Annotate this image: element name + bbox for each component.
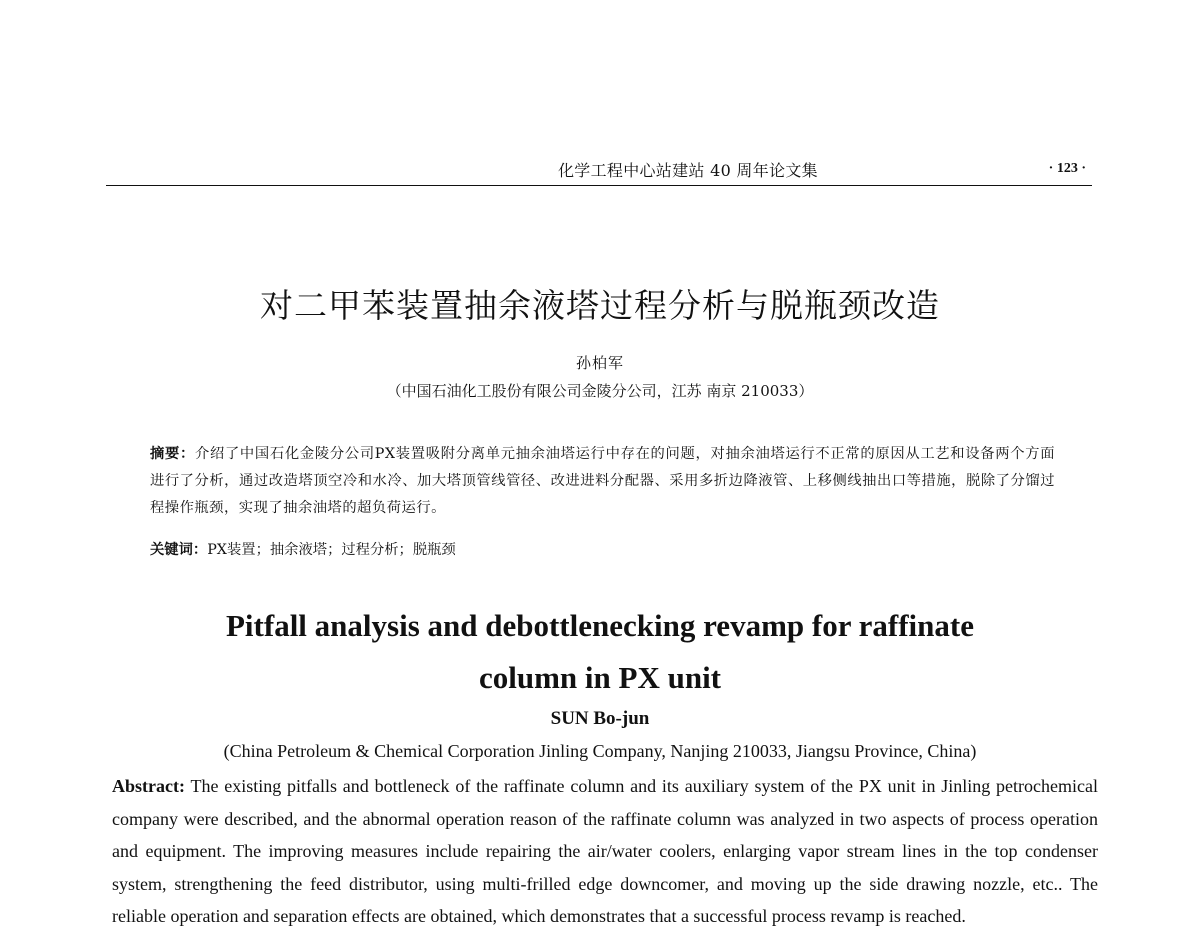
- abstract-english: [112, 770, 1098, 933]
- abstract-text-english: The existing pitfalls and bottleneck of the raffinate column and its auxiliary system of the PX unit in Jinling petrochemical company were described, and the abnormal operation reason of the raffinate column was analyzed in two aspects of process operation and equipment. The improving measures include repairing the air/water coolers, enlarging vapor stream lines in the top condenser system, strengthening the feed distributor, using multi-frilled edge downcomer, and moving up the side drawing nozzle, etc.. The reliable operation and separation effects are obtained, which demonstrates that a successful process revamp is reached.: [112, 776, 1098, 926]
- paper-title-english-line-2: column in PX unit: [478, 660, 722, 695]
- running-header-title: 化学工程中心站建站 40 周年论文集: [558, 161, 818, 180]
- affiliation-english: (China Petroleum & Chemical Corporation Jinling Company, Nanjing 210033, Jiangsu Province, China): [223, 741, 977, 761]
- author-chinese: 孙柏军: [575, 354, 624, 372]
- running-header: [106, 150, 1092, 186]
- paper-title-english: [0, 600, 1200, 704]
- abstract-label-english: Abstract:: [112, 776, 185, 796]
- paper-title-chinese: 对二甲苯装置抽余液塔过程分析与脱瓶颈改造: [260, 286, 940, 326]
- paper-title-english-line-1: Pitfall analysis and debottlenecking revamp for raffinate: [226, 608, 974, 643]
- keywords-text-chinese: PX装置；抽余液塔；过程分析；脱瓶颈: [207, 542, 456, 558]
- keywords-chinese: [150, 537, 1055, 564]
- abstract-label-chinese: 摘要：: [150, 446, 195, 462]
- affiliation-chinese: （中国石油化工股份有限公司金陵分公司，江苏 南京 210033）: [386, 382, 814, 400]
- abstract-chinese: [150, 441, 1055, 522]
- keywords-label-chinese: 关键词：: [150, 542, 208, 558]
- author-english: SUN Bo-jun: [550, 708, 650, 729]
- page-number: · 123 ·: [1048, 161, 1086, 176]
- abstract-text-chinese: 介绍了中国石化金陵分公司PX装置吸附分离单元抽余油塔运行中存在的问题，对抽余油塔运行不正常的原因从工艺和设备两个方面进行了分析，通过改造塔顶空冷和水冷、加大塔顶管线管径、改进进料分配器、采用多折边降液管、上移侧线抽出口等措施，脱除了分馏过程操作瓶颈，实现了抽余油塔的超负荷运行。: [150, 446, 1056, 516]
- header-rule: [106, 185, 1092, 186]
